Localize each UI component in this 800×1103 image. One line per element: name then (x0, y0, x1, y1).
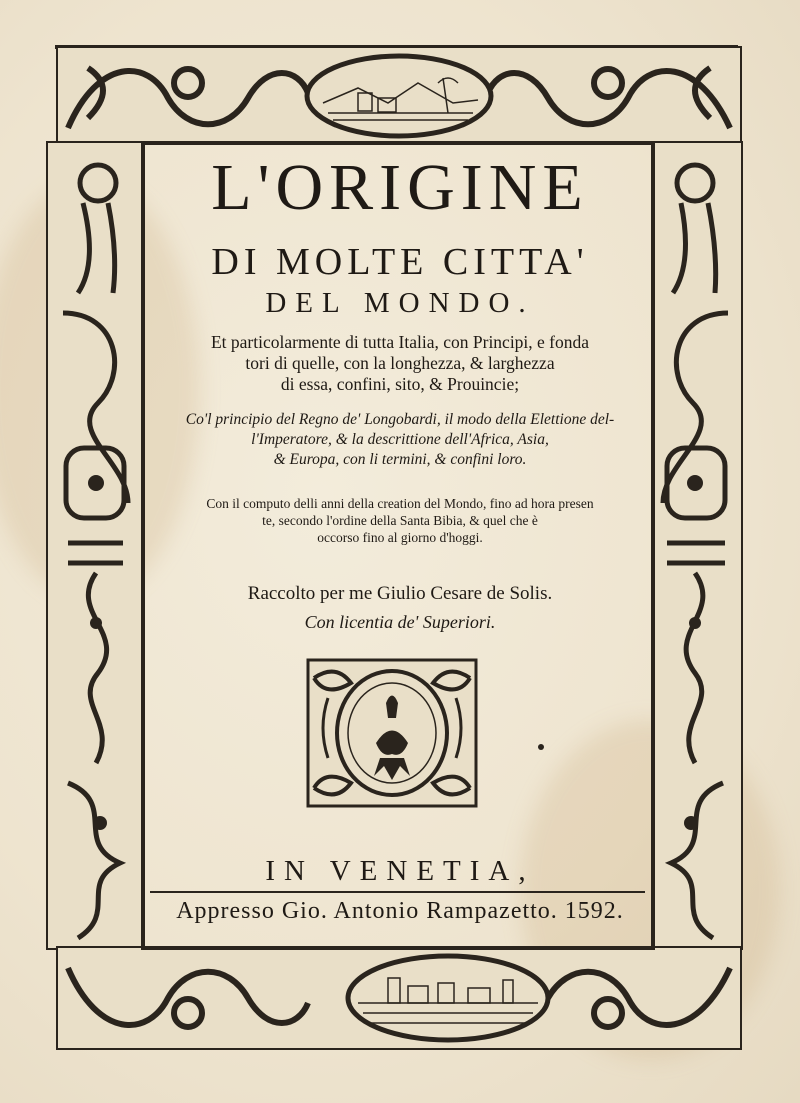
subtitle-line: Co'l principio del Regno de' Longobardi, il modo della Elettione del- (185, 411, 615, 428)
chronology-line: te, secondo l'ordine della Santa Bibia, & quel che è (262, 513, 538, 528)
imprint-printer: Appresso Gio. Antonio Rampazetto. 1592. (176, 898, 624, 924)
imprint-city: IN VENETIA, (265, 855, 535, 887)
title-line-2: DI MOLTE CITTA' (211, 241, 589, 283)
title-line-3: DEL MONDO. (265, 287, 535, 319)
bottom-border-panel (56, 946, 742, 1050)
license-line: Con licentia de' Superiori. (304, 612, 496, 632)
ink-speck (538, 744, 544, 750)
description-line: Et particolarmente di tutta Italia, con Principi, e fonda (210, 332, 590, 352)
description (0, 332, 800, 395)
chronology-line: occorso fino al giorno d'hoggi. (317, 530, 483, 545)
subtitle-line: & Europa, con li termini, & confini loro. (273, 451, 527, 468)
chronology (0, 495, 800, 546)
imprint-rule (150, 891, 645, 893)
subtitle-italic (0, 410, 800, 470)
chronology-line: Con il computo delli anni della creation del Mondo, fino ad hora presen (206, 496, 594, 511)
title-line-1: L'ORIGINE (211, 151, 589, 224)
subtitle-line: l'Imperatore, & la descrittione dell'Africa, Asia, (251, 431, 549, 448)
description-line: tori di quelle, con la longhezza, & larghezza (245, 353, 555, 373)
top-border-panel (56, 46, 742, 145)
description-line: di essa, confini, sito, & Prouincie; (280, 374, 520, 394)
printers-device-emblem (306, 658, 478, 808)
author-line: Raccolto per me Giulio Cesare de Solis. (247, 583, 553, 604)
